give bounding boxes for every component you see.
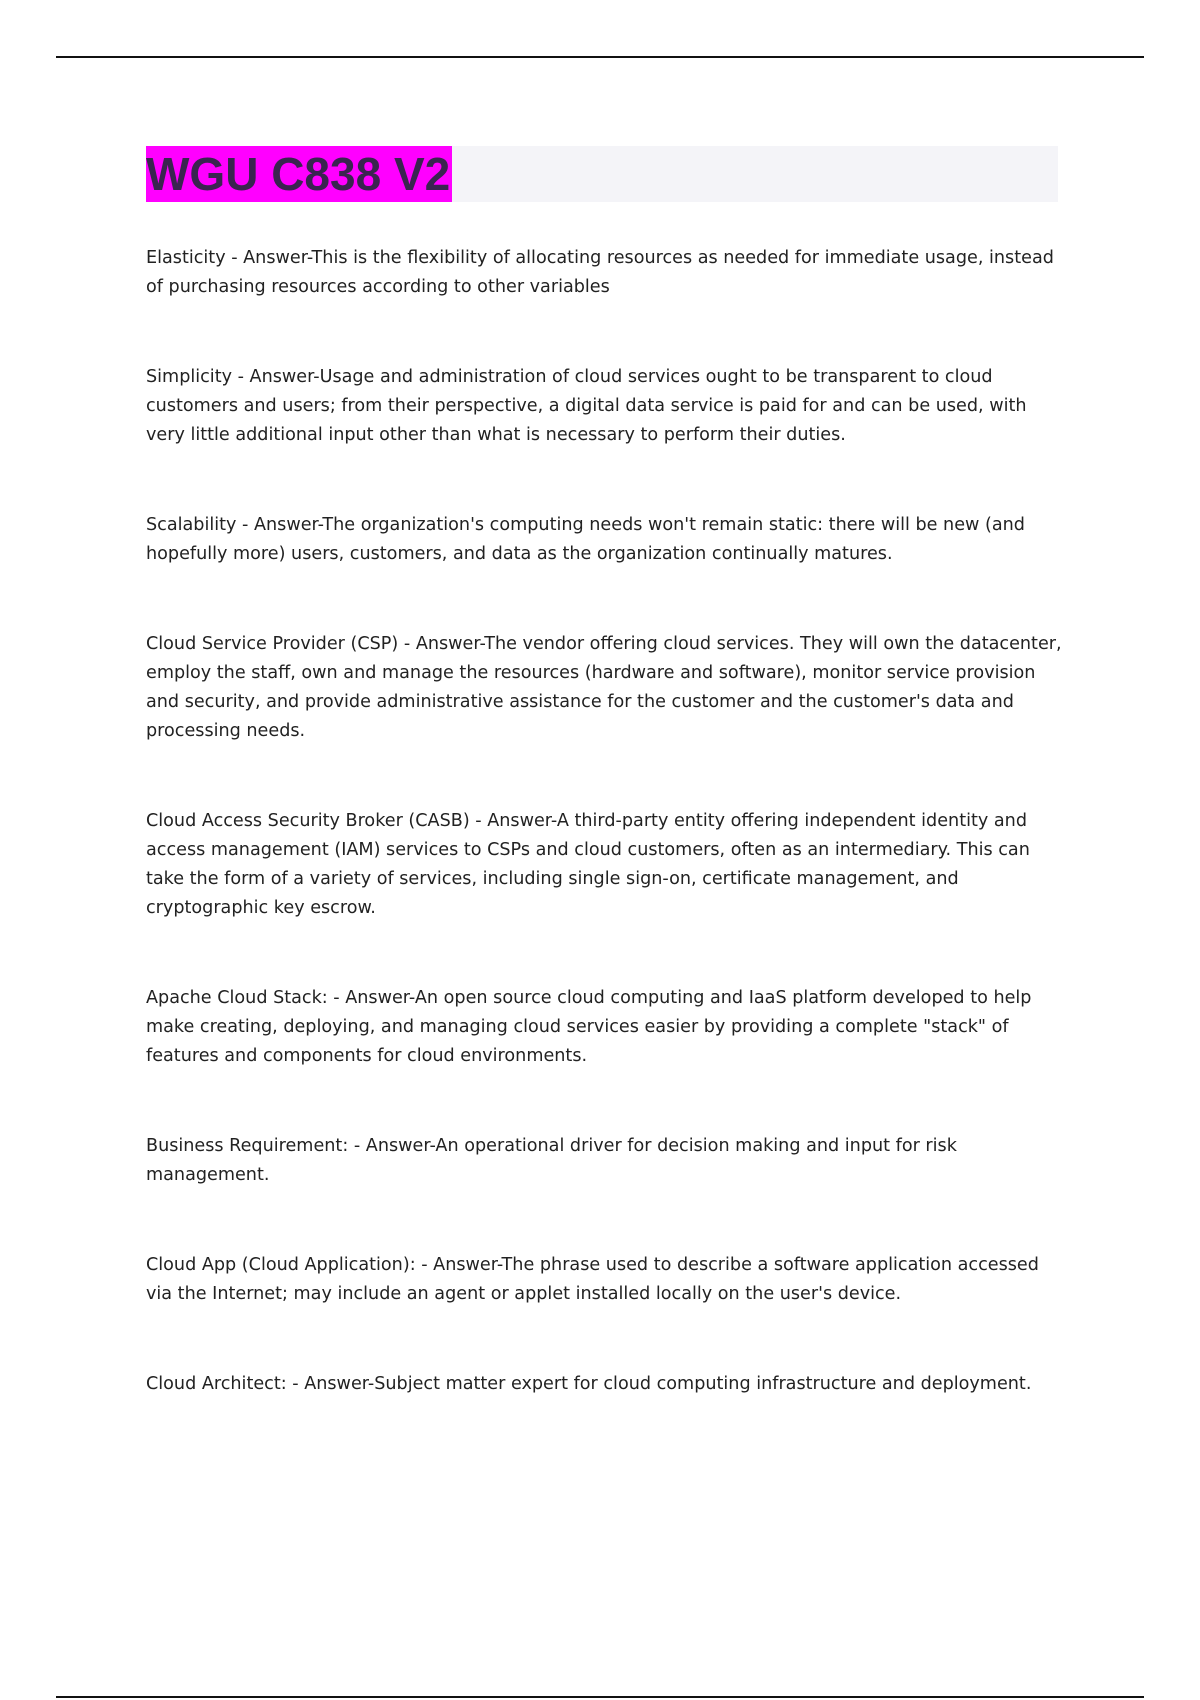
flashcard-entry-cloud-app: Cloud App (Cloud Application): - Answer-The phrase used to describe a software application accessed via the Internet; may include an agent or applet installed locally on the user's device. <box>146 1255 1039 1304</box>
document-title: WGU C838 V2 <box>146 148 451 200</box>
flashcard-list <box>146 244 1066 1399</box>
flashcard-entry-business-requirement: Business Requirement: - Answer-An operational driver for decision making and input for risk management. <box>146 1136 957 1185</box>
flashcard-entry-scalability: Scalability - Answer-The organization's computing needs won't remain static: there will be new (and hopefully more) users, customers, and data as the organization continually matures. <box>146 515 1025 564</box>
top-divider <box>56 56 1144 58</box>
flashcard-entry-csp: Cloud Service Provider (CSP) - Answer-The vendor offering cloud services. They will own the datacenter, employ the staff, own and manage the resources (hardware and software), monitor service provision and security, and provide administrative assistance for the customer and the customer's data and processing needs. <box>146 634 1062 741</box>
bottom-divider <box>56 1696 1144 1698</box>
flashcard-entry-apache-cloud-stack: Apache Cloud Stack: - Answer-An open source cloud computing and IaaS platform developed to help make creating, deploying, and managing cloud services easier by providing a complete "stack" of features and components for cloud environments. <box>146 988 1032 1066</box>
flashcard-entry-simplicity: Simplicity - Answer-Usage and administration of cloud services ought to be transparent to cloud customers and users; from their perspective, a digital data service is paid for and can be used, with very little additional input other than what is necessary to perform their duties. <box>146 367 1027 445</box>
title-bar <box>146 146 1058 202</box>
flashcard-entry-cloud-architect: Cloud Architect: - Answer-Subject matter expert for cloud computing infrastructure and deployment. <box>146 1374 1032 1394</box>
flashcard-entry-casb: Cloud Access Security Broker (CASB) - Answer-A third-party entity offering independent identity and access management (IAM) services to CSPs and cloud customers, often as an intermediary. This can take the form of a variety of services, including single sign-on, certificate management, and cryptographic key escrow. <box>146 811 1030 918</box>
flashcard-entry-elasticity: Elasticity - Answer-This is the flexibility of allocating resources as needed for immediate usage, instead of purchasing resources according to other variables <box>146 248 1054 297</box>
